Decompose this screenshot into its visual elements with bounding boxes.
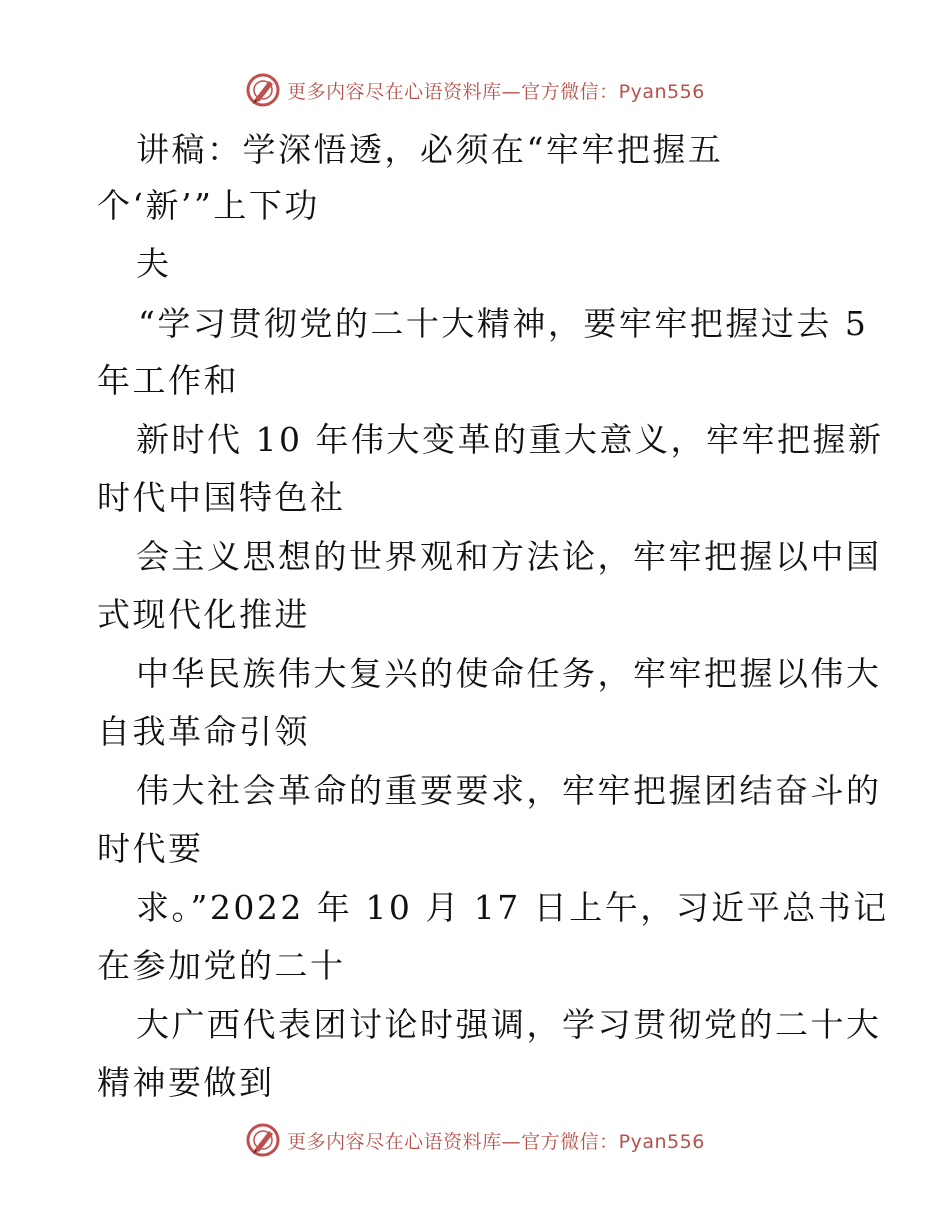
document-title-line-3: 夫 (136, 244, 172, 283)
paragraph-line: 求。”2022 年 10 月 17 日上午，习近平总书记 (136, 888, 889, 927)
paragraph-line: 大广西代表团讨论时强调，学习贯彻党的二十大 (136, 1005, 882, 1044)
paragraph-line: 新时代 10 年伟大变革的重大意义，牢牢把握新 (136, 420, 884, 459)
watermark-text: 更多内容尽在心语资料库—官方微信：Pyan556 (287, 1130, 705, 1153)
paragraph-line: “学习贯彻党的二十大精神，要牢牢把握过去 5 (138, 304, 869, 343)
document-title-line-2: 个‘新’”上下功 (97, 186, 320, 225)
paragraph-line: 精神要做到 (97, 1063, 275, 1102)
paragraph-line: 会主义思想的世界观和方法论，牢牢把握以中国 (136, 537, 882, 576)
paragraph-line: 在参加党的二十 (97, 946, 346, 985)
paragraph-line: 式现代化推进 (97, 595, 310, 634)
document-title-line-1: 讲稿：学深悟透，必须在“牢牢把握五 (136, 130, 724, 169)
paragraph-line: 伟大社会革命的重要要求，牢牢把握团结奋斗的 (136, 771, 882, 810)
watermark-text: 更多内容尽在心语资料库—官方微信：Pyan556 (287, 80, 705, 103)
pen-logo-icon (245, 1122, 281, 1158)
paragraph-line: 中华民族伟大复兴的使命任务，牢牢把握以伟大 (136, 654, 882, 693)
header-watermark (0, 70, 950, 110)
paragraph-line: 自我革命引领 (97, 712, 310, 751)
footer-watermark (0, 1120, 950, 1160)
pen-logo-icon (245, 72, 281, 108)
paragraph-line: 年工作和 (97, 361, 239, 400)
paragraph-line: 时代中国特色社 (97, 478, 346, 517)
paragraph-line: 时代要 (97, 829, 204, 868)
